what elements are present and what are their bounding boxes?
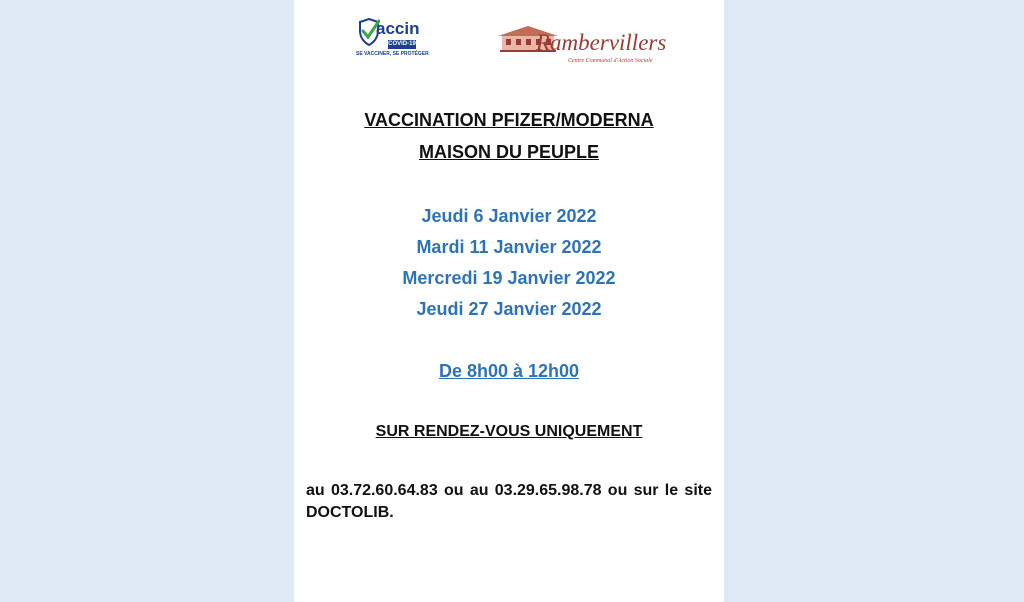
date-item: Jeudi 27 Janvier 2022: [416, 299, 602, 319]
appointment-notice: SUR RENDEZ-VOUS UNIQUEMENT: [375, 423, 643, 440]
date-item: Jeudi 6 Janvier 2022: [421, 206, 597, 226]
rambervillers-logo-tagline: Centre Communal d'Action Sociale: [568, 58, 653, 64]
vaccin-covid-logo: [356, 18, 429, 60]
rambervillers-logo: [496, 20, 688, 70]
date-item: Mercredi 19 Janvier 2022: [402, 268, 616, 288]
opening-hours: De 8h00 à 12h00: [438, 361, 580, 381]
flyer-page: [294, 0, 724, 602]
contact-info: au 03.72.60.64.83 ou au 03.29.65.98.78 ou sur le site DOCTOLIB.: [306, 482, 712, 521]
heading-location: MAISON DU PEUPLE: [418, 142, 600, 162]
rambervillers-logo-word: Rambervillers: [536, 30, 667, 55]
heading-vaccination: VACCINATION PFIZER/MODERNA: [364, 110, 654, 130]
covid-badge: COVID-19: [388, 41, 416, 47]
date-item: Mardi 11 Janvier 2022: [416, 237, 602, 257]
vaccin-logo-tagline: SE VACCINER, SE PROTÉGER: [356, 51, 429, 57]
vaccin-logo-word: accin: [376, 19, 420, 38]
